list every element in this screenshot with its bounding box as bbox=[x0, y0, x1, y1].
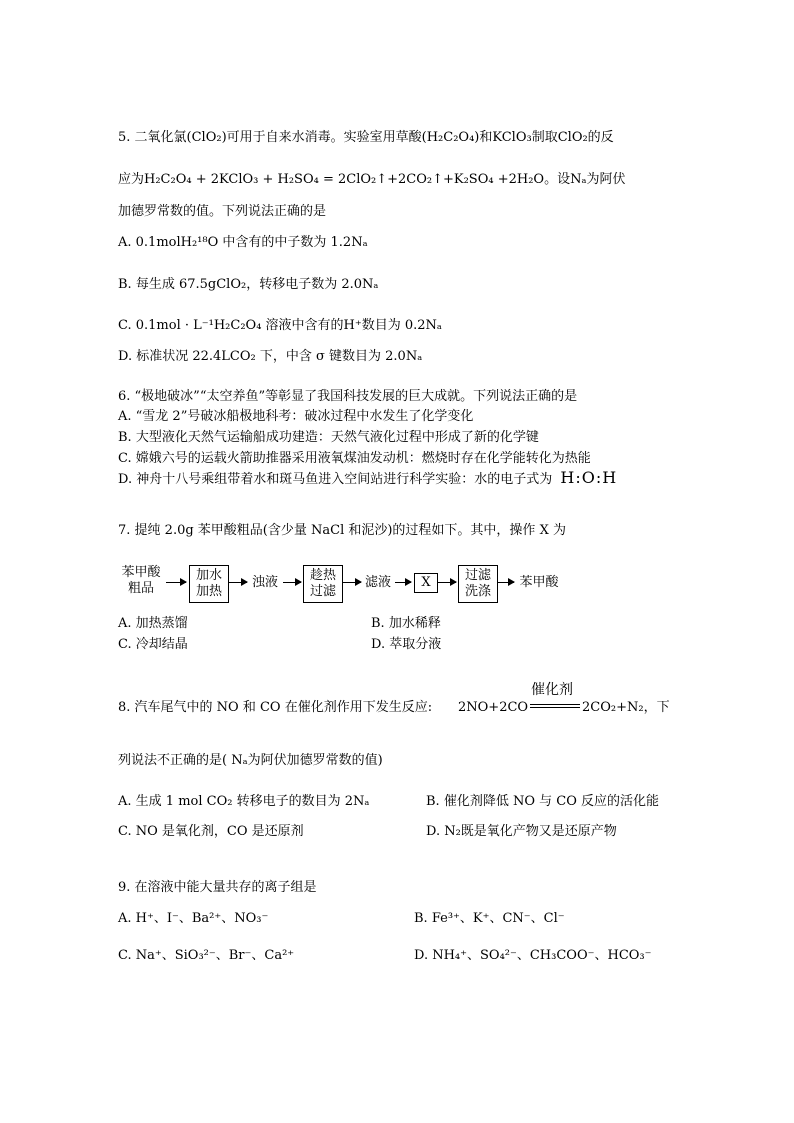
q8-option-a: A. 生成 1 mol CO₂ 转移电子的数目为 2Nₐ bbox=[118, 794, 370, 809]
q7-stem: 7. 提纯 2.0g 苯甲酸粗品(含少量 NaCl 和泥沙)的过程如下。其中，操作 X 为 bbox=[118, 523, 566, 538]
q5-stem-line3: 加德罗常数的值。下列说法正确的是 bbox=[118, 204, 327, 219]
q8-stem-line1: 8. 汽车尾气中的 NO 和 CO 在催化剂作用下发生反应: bbox=[118, 700, 433, 715]
flow-arrow-6 bbox=[438, 582, 456, 583]
q8-catalyst-label: 催化剂 bbox=[531, 682, 573, 698]
flow-arrow-3 bbox=[283, 582, 301, 583]
q6-stem: 6. “极地破冰”“太空养鱼”等彰显了我国科技发展的巨大成就。下列说法正确的是 bbox=[118, 389, 578, 404]
q5-option-b: B. 每生成 67.5gClO₂，转移电子数为 2.0Nₐ bbox=[118, 277, 379, 292]
q8-equation-left: 2NO+2CO bbox=[458, 700, 529, 715]
flow-box-add-water-heat: 加水 加热 bbox=[189, 565, 229, 603]
q7-option-c: C. 冷却结晶 bbox=[118, 637, 188, 652]
q5-stem-line2: 应为H₂C₂O₄ + 2KClO₃ + H₂SO₄ = 2ClO₂↑+2CO₂↑+K₂SO₄ +2H₂O。设Nₐ为阿伏 bbox=[118, 172, 626, 187]
flow-start-crude-benzoic-acid: 苯甲酸 粗品 bbox=[121, 565, 161, 596]
q5-option-c: C. 0.1mol · L⁻¹H₂C₂O₄ 溶液中含有的H⁺数目为 0.2Nₐ bbox=[118, 318, 442, 333]
q9-option-c: C. Na⁺、SiO₃²⁻、Br⁻、Ca²⁺ bbox=[118, 948, 295, 963]
q8-equation-right: 2CO₂+N₂，下 bbox=[582, 700, 670, 715]
flow-end-benzoic-acid: 苯甲酸 bbox=[519, 575, 559, 590]
q7-option-b: B. 加水稀释 bbox=[371, 616, 441, 631]
flow-box-operation-x: X bbox=[414, 573, 438, 593]
q8-option-c: C. NO 是氧化剂，CO 是还原剂 bbox=[118, 824, 304, 839]
flow-arrow-2 bbox=[229, 582, 247, 583]
flow-box-filter-wash: 过滤 洗涤 bbox=[458, 565, 498, 603]
q9-option-d: D. NH₄⁺、SO₄²⁻、CH₃COO⁻、HCO₃⁻ bbox=[414, 948, 652, 963]
q7-option-a: A. 加热蒸馏 bbox=[118, 616, 188, 631]
q6-option-a: A. “雪龙 2”号破冰船极地科考：破冰过程中水发生了化学变化 bbox=[118, 409, 474, 424]
q9-option-b: B. Fe³⁺、K⁺、CN⁻、Cl⁻ bbox=[414, 911, 565, 926]
q7-option-d: D. 萃取分液 bbox=[371, 637, 442, 652]
flow-arrow-1 bbox=[166, 582, 186, 583]
q6-option-d-text: D. 神舟十八号乘组带着水和斑马鱼进入空间站进行科学实验：水的电子式为 bbox=[118, 472, 553, 487]
q8-stem-line2: 列说法不正确的是( Nₐ为阿伏加德罗常数的值) bbox=[118, 753, 383, 768]
q6-option-d bbox=[118, 469, 617, 489]
q5-option-a: A. 0.1molH₂¹⁸O 中含有的中子数为 1.2Nₐ bbox=[118, 235, 368, 250]
flow-arrow-4 bbox=[343, 582, 361, 583]
q8-reaction-line-top bbox=[530, 704, 580, 705]
flow-arrow-7 bbox=[498, 582, 514, 583]
flow-filtrate: 滤液 bbox=[364, 575, 391, 590]
q8-reaction-line-bottom bbox=[530, 707, 580, 708]
flow-box-hot-filtration: 趁热 过滤 bbox=[303, 565, 343, 603]
q6-option-b: B. 大型液化天然气运输船成功建造：天然气液化过程中形成了新的化学键 bbox=[118, 430, 539, 445]
q9-stem: 9. 在溶液中能大量共存的离子组是 bbox=[118, 880, 317, 895]
flow-arrow-5 bbox=[395, 582, 411, 583]
flow-turbid-liquid: 浊液 bbox=[251, 575, 278, 590]
q5-option-d: D. 标准状况 22.4LCO₂ 下，中含 σ 键数目为 2.0Nₐ bbox=[118, 349, 423, 364]
q5-stem-line1: 5. 二氧化氯(ClO₂)可用于自来水消毒。实验室用草酸(H₂C₂O₄)和KClO₃制取ClO₂的反 bbox=[118, 130, 614, 145]
q8-option-d: D. N₂既是氧化产物又是还原产物 bbox=[426, 824, 617, 839]
q9-option-a: A. H⁺、I⁻、Ba²⁺、NO₃⁻ bbox=[118, 911, 269, 926]
water-electron-formula: H:O:H bbox=[560, 468, 618, 487]
q8-option-b: B. 催化剂降低 NO 与 CO 反应的活化能 bbox=[426, 794, 659, 809]
q6-option-c: C. 嫦娥六号的运载火箭助推器采用液氧煤油发动机：燃烧时存在化学能转化为热能 bbox=[118, 451, 591, 466]
